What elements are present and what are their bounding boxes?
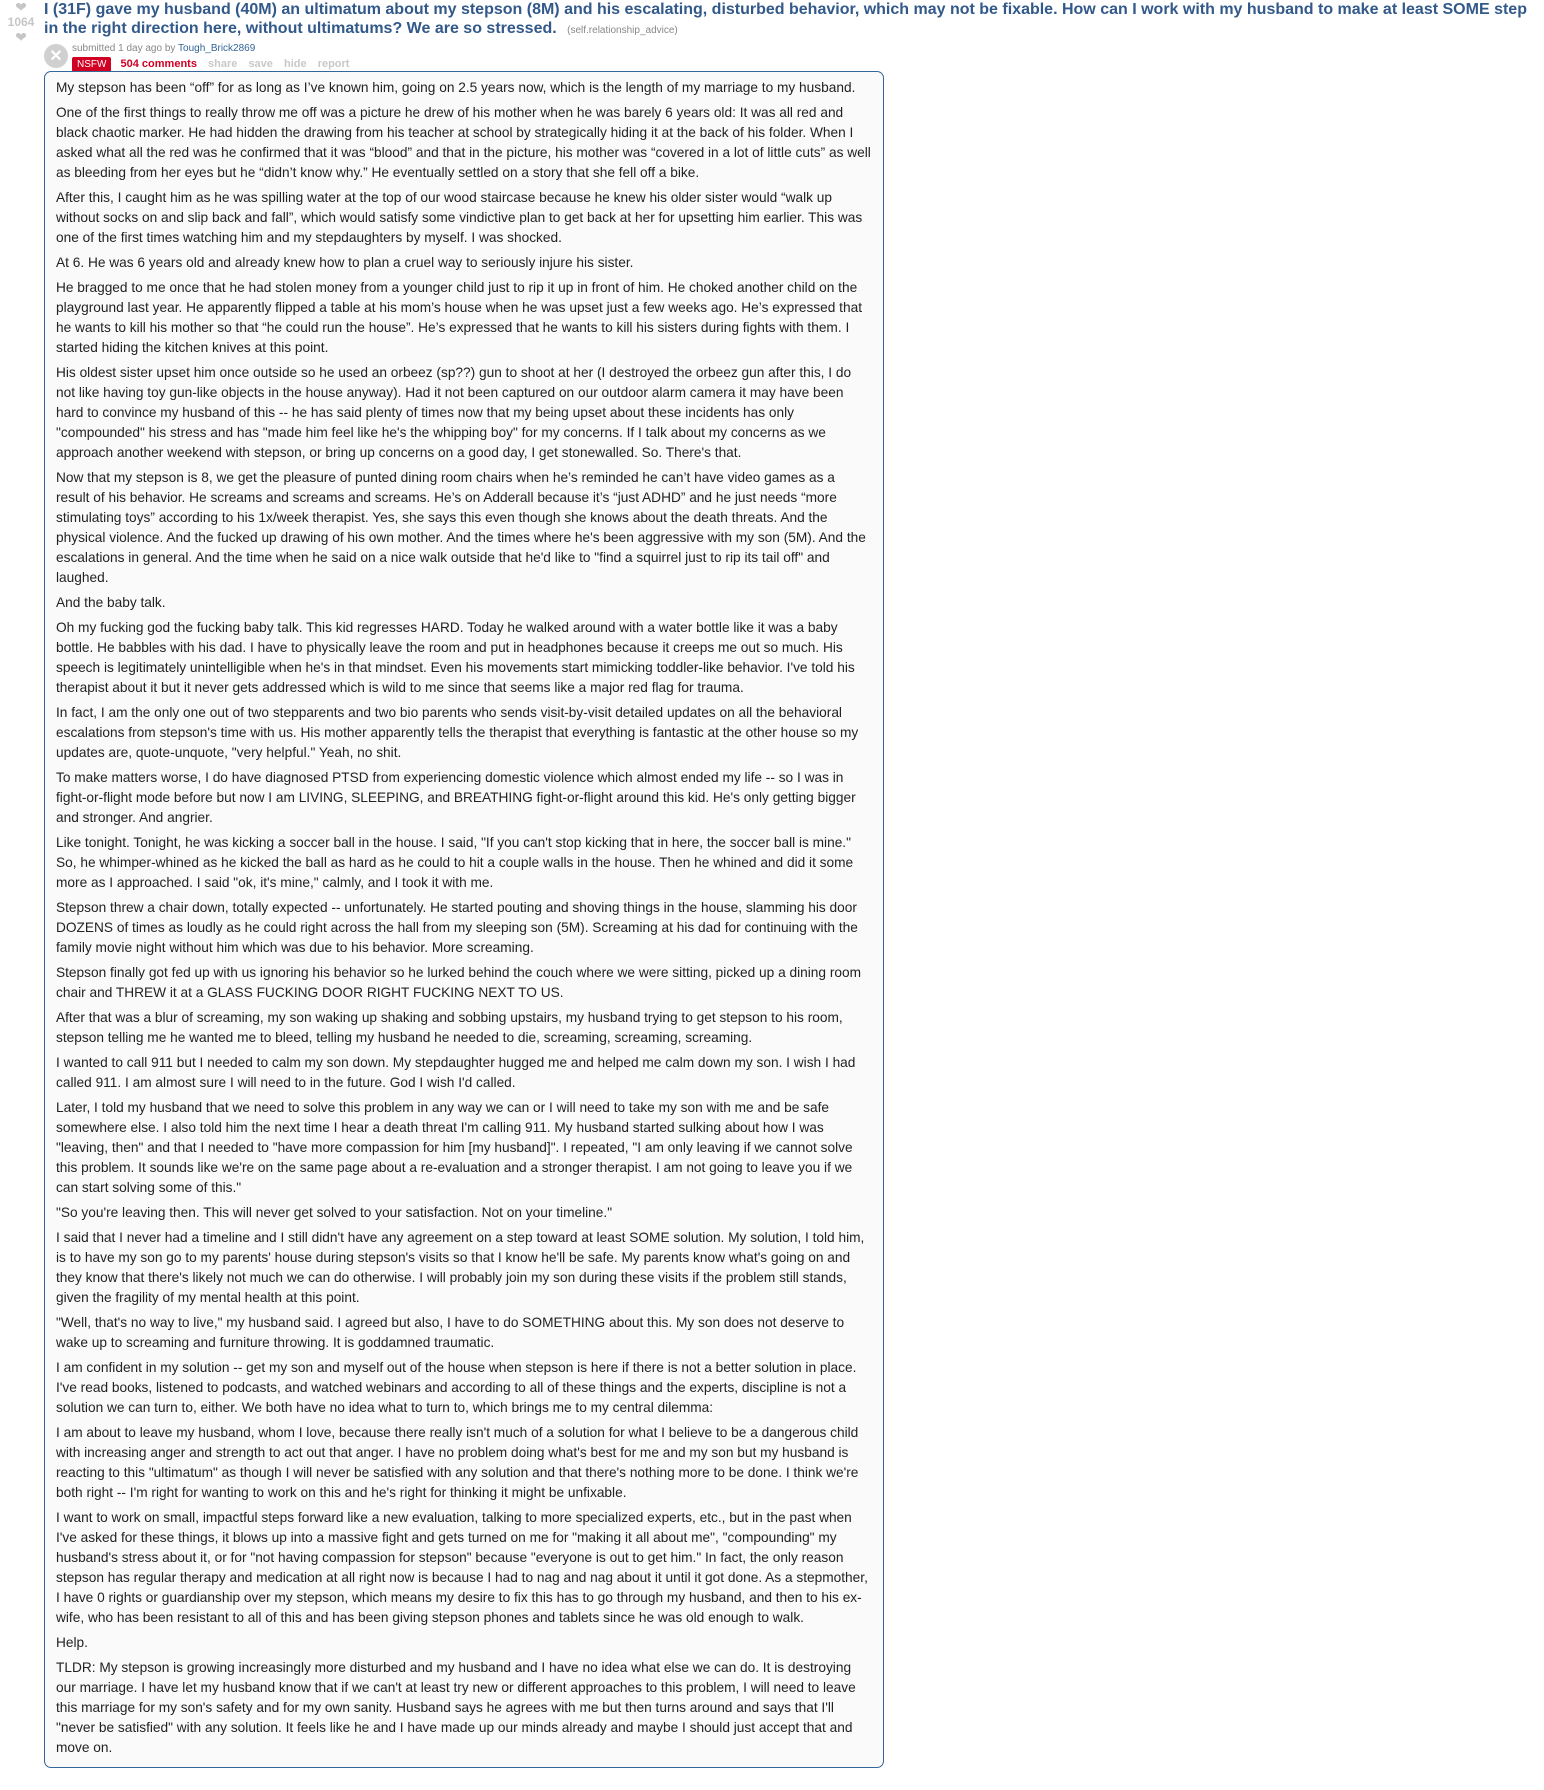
body-paragraph: He bragged to me once that he had stolen money from a younger child just to rip it up in front of him. He choked another child on the playground last year. He apparently flipped a table at his mom’s house when he was upset just a few weeks ago. He’s expressed that he wants to kill his mother so that “he could run the house”. He’s expressed that he wants to kill his sisters during fights with them. I started hiding the kitchen knives at this point. [56, 280, 863, 355]
body-paragraph: My stepson has been “off” for as long as I’ve known him, going on 2.5 years now, which is the length of my marriage to my husband. [56, 80, 856, 95]
save-button[interactable]: save [248, 58, 273, 70]
body-paragraph: TLDR: My stepson is growing increasingly more disturbed and my husband and I have no idea what else we can do. It is destroying our marriage. I have let my husband know that if we can't at least try new or different approaches to this problem, I will need to leave this marriage for my son's safety and for my own sanity. Husband says he agrees with me but then turns around and says that I'll "never be satisfied" with any solution. It feels like he and I have made up our minds already and maybe I should just accept that and move on. [56, 1660, 856, 1755]
tagline [72, 43, 255, 55]
body-paragraph: I said that I never had a timeline and I still didn't have any agreement on a step toward at least SOME solution. My solution, I told him, is to have my son go to my parents' house during stepson's visits so that I know he'll be safe. My parents know what's going on and they know that there's likely not much we can do otherwise. I will probably join my son during these visits if the problem still stands, given the fragility of my mental health at this point. [56, 1230, 865, 1305]
post-body [44, 71, 884, 1768]
body-paragraph: In fact, I am the only one out of two stepparents and two bio parents who sends visit-by-visit detailed updates on all the behavioral escalations from stepson's time with us. His mother apparently tells the therapist that everything is fantastic at the other house so my updates are, quote-unquote, "very helpful." Yeah, no shit. [56, 705, 859, 760]
body-paragraph: Later, I told my husband that we need to solve this problem in any way we can or I will need to take my son with me and be safe somewhere else. I also told him the next time I hear a death threat I'm calling 911. My husband started sulking about how I was "leaving, then" and that I needed to "have more compassion for him [my husband]". I repeated, "I am only leaving if we cannot solve this problem. It sounds like we're on the same page about a re-evaluation and a stronger therapist. I am not going to leave you if we can start solving some of this." [56, 1100, 853, 1195]
body-paragraph: Now that my stepson is 8, we get the pleasure of punted dining room chairs when he’s reminded he can’t have video games as a result of his behavior. He screams and screams and screams. He’s on Adderall because it’s “just ADHD” and he just needs “more stimulating toys” according to his 1x/week therapist. Yes, she says this even though she knows about the death threats. And the physical violence. And the fucked up drawing of his own mother. And the times where he's been aggressive with my son (5M). And the escalations in general. And the time when he said on a nice walk outside that he'd like to "find a squirrel just to rip its tail off" and laughed. [56, 470, 866, 585]
author-link[interactable]: Tough_Brick2869 [178, 43, 256, 54]
post-buttons [72, 57, 357, 72]
post-title[interactable]: I (31F) gave my husband (40M) an ultimatum about my stepson (8M) and his escalating, disturbed behavior, which may not be fixable. How can I work with my husband to make at least SOME step in the right direction here, without ultimatums? We are so stressed. [44, 1, 1527, 37]
body-paragraph: After this, I caught him as he was spilling water at the top of our wood staircase because he knew his older sister would “walk up without socks on and slip back and fall”, which would satisfy some vindictive plan to get back at her for upsetting him earlier. This was one of the first times watching him and my stepdaughters by myself. I was shocked. [56, 190, 863, 245]
score: 1064 [7, 15, 35, 29]
submitted-text: submitted 1 day ago by [72, 43, 176, 54]
upvote-arrow-icon[interactable]: ❤ [15, 0, 27, 15]
body-paragraph: "So you're leaving then. This will never get solved to your satisfaction. Not on your timeline." [56, 1205, 613, 1220]
body-paragraph: Stepson threw a chair down, totally expected -- unfortunately. He started pouting and shoving things in the house, slamming his door DOZENS of times as loudly as he could right across the hall from my sleeping son (5M). Screaming at his dad for continuing with the family movie night without him which was due to his behavior. More screaming. [56, 900, 858, 955]
share-button[interactable]: share [208, 58, 238, 70]
report-button[interactable]: report [317, 58, 350, 70]
body-paragraph: Help. [56, 1635, 88, 1650]
body-paragraph: His oldest sister upset him once outside so he used an orbeez (sp??) gun to shoot at her (I destroyed the orbeez gun after this, I do not like having toy gun-like objects in the house anyway). Had it not been captured on our outdoor alarm camera it may have been hard to convince my husband of this -- he has said plenty of times now that my being upset about these incidents has only "compounded" his stress and has "made him feel like he's the whipping boy" for my concerns. If I talk about my concerns as we approach another weekend with stepson, or bring up concerns on a good day, I get stonewalled. So. There's that. [56, 365, 852, 460]
body-paragraph: Stepson finally got fed up with us ignoring his behavior so he lurked behind the couch where we were sitting, picked up a dining room chair and THREW it at a GLASS FUCKING DOOR RIGHT FUCKING NEXT TO US. [56, 965, 862, 1000]
body-paragraph: Oh my fucking god the fucking baby talk. This kid regresses HARD. Today he walked around with a water bottle like it was a baby bottle. He babbles with his dad. I have to physically leave the room and put in headphones because it creeps me out so much. His speech is legitimately unintelligible when he's in that mindset. Even his movements start mimicking toddler-like behavior. I've told his therapist about it but it never gets addressed which is wild to me since that seems like a major red flag for trauma. [56, 620, 855, 695]
post-domain[interactable]: (self.relationship_advice) [567, 25, 678, 36]
body-paragraph: Like tonight. Tonight, he was kicking a soccer ball in the house. I said, "If you can't stop kicking that in here, the soccer ball is mine." So, he whimper-whined as he kicked the ball as hard as he could to hit a couple walls in the house. Then he whined and did it some more as I approached. I said "ok, it's mine," calmly, and I took it with me. [56, 835, 854, 890]
body-paragraph: I wanted to call 911 but I needed to calm my son down. My stepdaughter hugged me and helped me calm down my son. I wish I had called 911. I am almost sure I will need to in the future. God I wish I'd called. [56, 1055, 856, 1090]
thumbnail-close-icon[interactable]: ✕ [44, 44, 68, 68]
body-paragraph: After that was a blur of screaming, my son waking up shaking and sobbing upstairs, my husband trying to get stepson to his room, stepson telling me he wanted me to bleed, telling my husband he needed to die, screaming, screaming, screaming. [56, 1010, 843, 1045]
body-paragraph: One of the first things to really throw me off was a picture he drew of his mother when he was barely 6 years old: It was all red and black chaotic marker. He had hidden the drawing from his teacher at school by strategically hiding it at the back of his folder. When I asked what all the red was he confirmed that it was “blood” and that in the picture, his mother was “covered in a lot of little cuts” as well as bleeding from her eyes but he “didn’t know why.” He eventually settled on a story that she fell off a bike. [56, 105, 871, 180]
body-paragraph: And the baby talk. [56, 595, 166, 610]
downvote-arrow-icon[interactable]: ❤ [15, 29, 27, 45]
vote-column [6, 0, 36, 44]
nsfw-badge: NSFW [72, 57, 111, 72]
comments-link[interactable]: 504 comments [120, 58, 197, 70]
post-header [44, 0, 1536, 74]
hide-button[interactable]: hide [283, 58, 307, 70]
body-paragraph: "Well, that's no way to live," my husband said. I agreed but also, I have to do SOMETHING about this. My son does not deserve to wake up to screaming and furniture throwing. It is goddamned traumatic. [56, 1315, 845, 1350]
body-paragraph: To make matters worse, I do have diagnosed PTSD from experiencing domestic violence which almost ended my life -- so I was in fight-or-flight mode before but now I am LIVING, SLEEPING, and BREATHING fight-or-flight around this kid. He's only getting bigger and stronger. And angrier. [56, 770, 856, 825]
body-paragraph: I am confident in my solution -- get my son and myself out of the house when stepson is here if there is not a better solution in place. I've read books, listened to podcasts, and watched webinars and according to all of these things and the experts, discipline is not a solution we can turn to, either. We both have no idea what to turn to, which brings me to my central dilemma: [56, 1360, 857, 1415]
body-paragraph: I want to work on small, impactful steps forward like a new evaluation, talking to more specialized experts, etc., but in the past when I've asked for these things, it blows up into a massive fight and gets turned on me for "making it all about me", "compounding" my husband's stress about it, or for "not having compassion for stepson" because "everyone is out to get him." In fact, the only reason stepson has regular therapy and medication at all right now is because I had to nag and nag about it until it got done. As a stepmother, I have 0 rights or guardianship over my stepson, which means my desire to fix this has to go through my husband, and then to his ex-wife, who has been resistant to all of this and has been giving stepson phones and tablets since he was old enough to walk. [56, 1510, 868, 1625]
post-title-row [44, 0, 1536, 40]
body-paragraph: At 6. He was 6 years old and already knew how to plan a cruel way to seriously injure his sister. [56, 255, 634, 270]
body-paragraph: I am about to leave my husband, whom I love, because there really isn't much of a solution for what I believe to be a dangerous child with increasing anger and strength to act out that anger. I have no problem doing what's best for me and my son but my husband is reacting to this "ultimatum" as though I will never be satisfied with any solution and that there's nothing more to be done. I think we're both right -- I'm right for wanting to work on this and he's right for thinking it might be unfixable. [56, 1425, 859, 1500]
tagline-row [44, 40, 1536, 74]
